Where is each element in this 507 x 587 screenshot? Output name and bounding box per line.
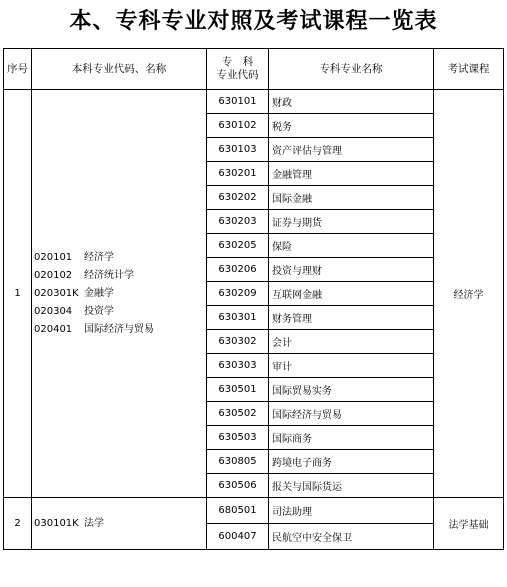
group-seq: 2 (4, 498, 32, 550)
header-code-line1: 专 科 (221, 56, 254, 68)
bachelor-major-code: 020304 (34, 305, 73, 317)
bachelor-major-name: 投资学 (84, 305, 114, 317)
major-code: 630103 (207, 138, 269, 162)
bachelor-major (34, 267, 206, 285)
major-code: 630506 (207, 474, 269, 498)
bachelor-major-name: 经济统计学 (84, 269, 134, 281)
header-code (207, 49, 269, 90)
major-name: 民航空中安全保卫 (269, 524, 434, 550)
major-name: 投资与理财 (269, 258, 434, 282)
bachelor-major-name: 国际经济与贸易 (84, 323, 154, 335)
bachelor-major-code: 020401 (34, 323, 73, 335)
major-code: 630303 (207, 354, 269, 378)
bachelor-major-code: 020301K (34, 287, 79, 299)
major-name: 财政 (269, 90, 434, 114)
major-name: 跨境电子商务 (269, 450, 434, 474)
group-seq: 1 (4, 90, 32, 498)
bachelor-major-name: 经济学 (84, 251, 114, 263)
bachelor-major-name: 金融学 (84, 287, 114, 299)
major-name: 证券与期货 (269, 210, 434, 234)
page-title: 本、专科专业对照及考试课程一览表 (69, 8, 438, 34)
major-comparison-table (3, 48, 504, 550)
major-code: 630102 (207, 114, 269, 138)
major-name: 互联网金融 (269, 282, 434, 306)
exam-course: 法学基础 (434, 498, 504, 550)
major-name: 审计 (269, 354, 434, 378)
major-code: 630205 (207, 234, 269, 258)
bachelor-major (34, 515, 206, 533)
major-code: 630502 (207, 402, 269, 426)
major-name: 会计 (269, 330, 434, 354)
major-code: 630302 (207, 330, 269, 354)
major-name: 资产评估与管理 (269, 138, 434, 162)
bachelor-major (34, 303, 206, 321)
major-name: 国际金融 (269, 186, 434, 210)
bachelor-major-code: 030101K (34, 517, 79, 529)
major-name: 报关与国际货运 (269, 474, 434, 498)
table-body (4, 90, 504, 550)
bachelor-majors-cell (32, 498, 207, 550)
major-name: 国际贸易实务 (269, 378, 434, 402)
header-code-line2: 专业代码 (216, 69, 259, 81)
header-row (4, 49, 504, 90)
major-code: 630501 (207, 378, 269, 402)
major-code: 680501 (207, 498, 269, 524)
table-row (4, 90, 504, 114)
major-code: 630101 (207, 90, 269, 114)
bachelor-major (34, 285, 206, 303)
major-code: 630202 (207, 186, 269, 210)
bachelor-major-code: 020102 (34, 269, 73, 281)
major-name: 保险 (269, 234, 434, 258)
major-name: 财务管理 (269, 306, 434, 330)
major-code: 630201 (207, 162, 269, 186)
table-row (4, 498, 504, 524)
major-code: 630503 (207, 426, 269, 450)
header-bachelor: 本科专业代码、名称 (32, 49, 207, 90)
major-code: 630203 (207, 210, 269, 234)
major-code: 600407 (207, 524, 269, 550)
major-code: 630805 (207, 450, 269, 474)
major-code: 630209 (207, 282, 269, 306)
major-code: 630301 (207, 306, 269, 330)
major-name: 金融管理 (269, 162, 434, 186)
exam-course: 经济学 (434, 90, 504, 498)
header-seq: 序号 (4, 49, 32, 90)
major-name: 税务 (269, 114, 434, 138)
bachelor-major (34, 249, 206, 267)
header-exam: 考试课程 (434, 49, 504, 90)
major-name: 国际经济与贸易 (269, 402, 434, 426)
major-code: 630206 (207, 258, 269, 282)
bachelor-major-code: 020101 (34, 251, 73, 263)
bachelor-major-name: 法学 (84, 517, 104, 529)
header-major-name: 专科专业名称 (269, 49, 434, 90)
major-name: 司法助理 (269, 498, 434, 524)
bachelor-major (34, 321, 206, 339)
bachelor-majors-cell (32, 90, 207, 498)
major-name: 国际商务 (269, 426, 434, 450)
